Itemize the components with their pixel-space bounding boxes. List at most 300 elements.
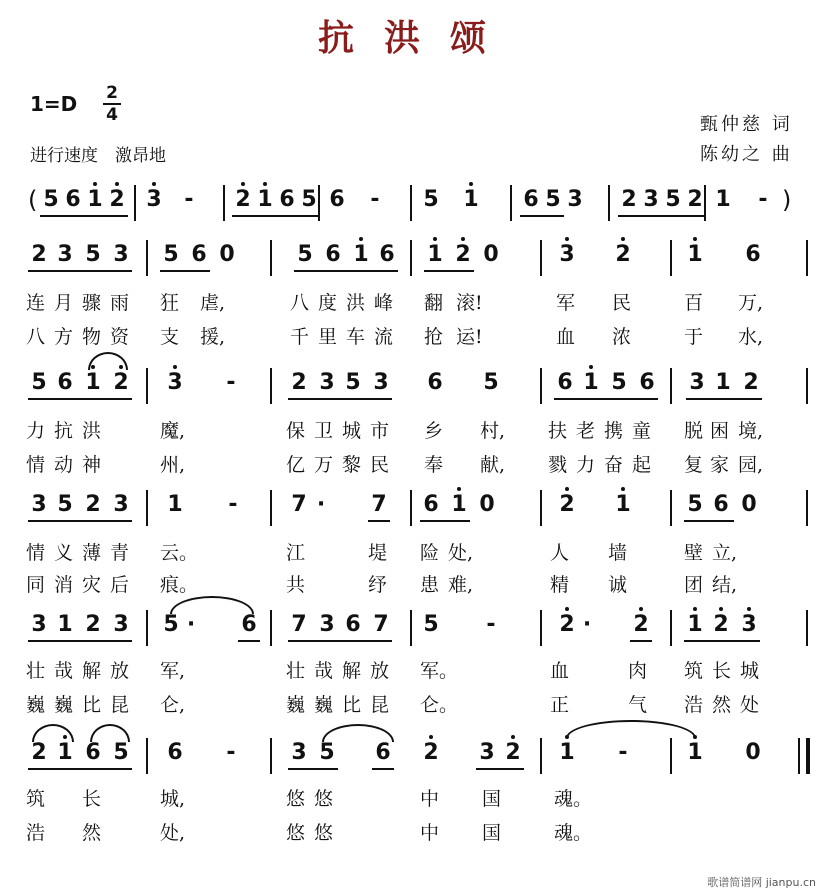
note: 1 — [57, 612, 73, 637]
slur — [322, 724, 394, 742]
beam — [28, 270, 132, 272]
note: 6 — [167, 740, 183, 765]
lyric-char: 抗 — [54, 420, 74, 442]
lyric-char: 悠 — [286, 822, 306, 844]
lyric-char: 薄 — [82, 542, 102, 564]
site-watermark: 歌谱简谱网 jianpu.cn — [707, 876, 816, 889]
note: 3 — [373, 370, 389, 395]
lyric-char: 堤 — [368, 542, 388, 564]
bar-line — [410, 490, 412, 526]
lyric-char: 江 — [286, 542, 306, 564]
note: 1 — [167, 492, 183, 517]
lyric-char: 情 — [26, 454, 46, 476]
note: 7 — [291, 492, 307, 517]
lyric-char: 八 — [290, 292, 310, 314]
slur — [90, 724, 130, 742]
lyric-char: 保 — [286, 420, 306, 442]
note: · — [316, 492, 326, 517]
lyric-char: 后 — [110, 574, 130, 596]
lyric-char: 精 — [550, 574, 570, 596]
lyric-char: 然 — [712, 694, 732, 716]
note: 1 — [556, 740, 578, 766]
lyric-char: 魂。 — [554, 788, 593, 810]
note: 0 — [745, 740, 761, 765]
time-signature-bottom: 4 — [106, 105, 118, 125]
lyric-char: 虐, — [200, 292, 226, 314]
note: 3 — [57, 242, 73, 267]
note: 3 — [567, 187, 583, 212]
beam — [684, 640, 760, 642]
lyric-char: 青 — [110, 542, 130, 564]
key-signature: 1=D — [30, 92, 78, 116]
note: 6 — [557, 370, 573, 395]
lyric-char: 军, — [160, 660, 186, 682]
note: 2 — [502, 740, 524, 766]
note: 5 — [545, 187, 561, 212]
slur — [566, 720, 696, 738]
beam — [40, 215, 128, 217]
lyric-char: 力 — [26, 420, 46, 442]
beam — [520, 215, 564, 217]
lyric-char: 于 — [684, 326, 704, 348]
lyric-char: 巍 — [26, 694, 46, 716]
lyric-char: 资 — [110, 326, 130, 348]
note: 5 — [319, 740, 335, 765]
lyric-char: 悠 — [314, 788, 334, 810]
lyric-char: 仑。 — [420, 694, 459, 716]
bar-line — [670, 610, 672, 646]
lyric-char: 援, — [200, 326, 226, 348]
lyric-char: 城, — [160, 788, 186, 810]
note: 1 — [684, 740, 706, 766]
note: 5 — [665, 187, 681, 212]
lyric-char: 壁 — [684, 542, 704, 564]
lyric-char: 洪 — [82, 420, 102, 442]
lyric-char: 同 — [26, 574, 46, 596]
note: 3 — [556, 242, 578, 268]
lyric-char: 处, — [448, 542, 474, 564]
note: 2 — [452, 242, 474, 268]
lyric-char: 亿 — [286, 454, 306, 476]
note: · — [186, 612, 196, 637]
note: 6 — [191, 242, 207, 267]
note: 2 — [743, 370, 759, 395]
lyric-char: 哉 — [314, 660, 334, 682]
note: 5 — [163, 612, 179, 637]
lyric-char: 悠 — [286, 788, 306, 810]
lyric-char: 流 — [374, 326, 394, 348]
note: 2 — [232, 187, 254, 213]
note: 6 — [241, 612, 257, 637]
lyrics-line-1-verse-2 — [0, 322, 834, 350]
beam — [160, 270, 210, 272]
bar-line — [410, 240, 412, 276]
note: 0 — [483, 242, 499, 267]
beam — [618, 215, 706, 217]
note: 1 — [460, 187, 482, 213]
lyrics-line-5-verse-2 — [0, 818, 834, 846]
lyrics-line-1-verse-1 — [0, 288, 834, 316]
lyric-char: 灾 — [82, 574, 102, 596]
lyric-char: 哉 — [54, 660, 74, 682]
lyric-char: 消 — [54, 574, 74, 596]
bar-line — [540, 240, 542, 276]
composer-credit: 陈幼之 曲 — [700, 144, 793, 165]
lyric-char: 月 — [54, 292, 74, 314]
bar-line — [670, 368, 672, 404]
lyric-char: 情 — [26, 542, 46, 564]
lyric-char: 携 — [604, 420, 624, 442]
note: 2 — [31, 242, 47, 267]
time-signature — [103, 84, 121, 124]
lyric-char: 支 — [160, 326, 180, 348]
note: 3 — [31, 492, 47, 517]
lyric-char: 解 — [342, 660, 362, 682]
lyric-char: 浓 — [612, 326, 632, 348]
note: 1 — [82, 370, 104, 396]
note: 3 — [31, 612, 47, 637]
bar-line — [223, 185, 225, 221]
lyric-char: 千 — [290, 326, 310, 348]
lyric-char: 气 — [628, 694, 648, 716]
lyric-char: 困 — [710, 420, 730, 442]
lyric-char: 戮 — [548, 454, 568, 476]
lyric-char: 城 — [740, 660, 760, 682]
bar-line — [146, 610, 148, 646]
bar-line — [270, 610, 272, 646]
note: - — [228, 492, 238, 517]
note: - — [758, 187, 768, 212]
lyric-char: 长 — [712, 660, 732, 682]
lyrics-line-4-verse-1 — [0, 656, 834, 684]
tempo-marking: 进行速度 激昂地 — [30, 146, 166, 166]
bar-line — [608, 185, 610, 221]
lyric-char: 献, — [480, 454, 506, 476]
lyric-char: 正 — [550, 694, 570, 716]
note: 6 — [329, 187, 345, 212]
open-parenthesis: ( — [28, 186, 38, 214]
bar-line — [510, 185, 512, 221]
lyric-char: 起 — [632, 454, 652, 476]
beam — [28, 520, 132, 522]
lyric-char: 肉 — [628, 660, 648, 682]
lyric-char: 市 — [370, 420, 390, 442]
note: - — [184, 187, 194, 212]
lyric-char: 民 — [612, 292, 632, 314]
bar-line — [540, 490, 542, 526]
lyric-char: 比 — [342, 694, 362, 716]
beam — [294, 270, 398, 272]
note: 6 — [65, 187, 81, 212]
lyric-char: 乡 — [424, 420, 444, 442]
note: 6 — [379, 242, 395, 267]
lyric-char: 共 — [286, 574, 306, 596]
lyric-char: 比 — [82, 694, 102, 716]
lyric-char: 万, — [738, 292, 764, 314]
bar-line — [270, 490, 272, 526]
lyric-char: 壮 — [26, 660, 46, 682]
lyric-char: 连 — [26, 292, 46, 314]
note: 2 — [110, 370, 132, 396]
slur — [32, 724, 74, 742]
lyric-char: 巍 — [286, 694, 306, 716]
beam — [686, 398, 762, 400]
note: 6 — [745, 242, 761, 267]
note: 5 — [611, 370, 627, 395]
bar-line — [146, 240, 148, 276]
note: 6 — [57, 370, 73, 395]
beam — [424, 270, 474, 272]
note: 2 — [710, 612, 732, 638]
final-bar-line — [806, 738, 810, 774]
lyric-char: 解 — [82, 660, 102, 682]
lyric-char: 州, — [160, 454, 186, 476]
lyric-char: 神 — [82, 454, 102, 476]
note: 2 — [556, 492, 578, 518]
lyric-char: 纾 — [368, 574, 388, 596]
bar-line — [134, 185, 136, 221]
note: 6 — [325, 242, 341, 267]
note: 1 — [684, 242, 706, 268]
note: 6 — [639, 370, 655, 395]
beam — [476, 768, 524, 770]
lyric-char: 骤 — [82, 292, 102, 314]
close-parenthesis: ) — [782, 186, 792, 214]
lyric-char: 巍 — [314, 694, 334, 716]
note: 6 — [85, 740, 101, 765]
lyrics-line-3-verse-1 — [0, 538, 834, 566]
lyric-char: 峰 — [374, 292, 394, 314]
bar-line — [540, 738, 542, 774]
note: 0 — [219, 242, 235, 267]
lyrics-line-3-verse-2 — [0, 570, 834, 598]
note: 5 — [687, 492, 703, 517]
note: 7 — [291, 612, 307, 637]
lyric-char: 筑 — [26, 788, 46, 810]
lyric-char: 脱 — [684, 420, 704, 442]
lyric-char: 处 — [740, 694, 760, 716]
lyric-char: 洪 — [346, 292, 366, 314]
bar-line — [270, 240, 272, 276]
bar-line — [670, 738, 672, 774]
lyric-char: 血 — [556, 326, 576, 348]
note: - — [226, 740, 236, 765]
lyric-char: 村, — [480, 420, 506, 442]
bar-line — [146, 490, 148, 526]
bar-line — [806, 610, 808, 646]
lyric-char: 浩 — [26, 822, 46, 844]
note: 1 — [580, 370, 602, 396]
lyric-char: 筑 — [684, 660, 704, 682]
note: 1 — [612, 492, 634, 518]
lyric-char: 中 — [420, 822, 440, 844]
lyric-char: 结, — [712, 574, 738, 596]
note: 3 — [479, 740, 495, 765]
lyric-char: 奉 — [424, 454, 444, 476]
lyric-char: 人 — [550, 542, 570, 564]
beam — [28, 398, 132, 400]
note: 5 — [43, 187, 59, 212]
note: 5 — [163, 242, 179, 267]
score-intro-row — [0, 185, 834, 225]
lyric-char: 园, — [738, 454, 764, 476]
lyricist-credit: 甄仲慈 词 — [700, 114, 793, 135]
lyrics-line-2-verse-2 — [0, 450, 834, 478]
note: 1 — [448, 492, 470, 518]
score-line-5 — [0, 738, 834, 778]
beam — [28, 640, 132, 642]
lyric-char: 八 — [26, 326, 46, 348]
lyric-char: 民 — [370, 454, 390, 476]
lyric-char: 处, — [160, 822, 186, 844]
lyric-char: 里 — [318, 326, 338, 348]
beam — [684, 520, 734, 522]
lyric-char: 然 — [82, 822, 102, 844]
note: 3 — [164, 370, 186, 396]
bar-line — [540, 610, 542, 646]
bar-line — [806, 240, 808, 276]
lyric-char: 卫 — [314, 420, 334, 442]
note: 3 — [643, 187, 659, 212]
note: 3 — [143, 187, 165, 213]
note: - — [486, 612, 496, 637]
lyric-char: 国 — [482, 822, 502, 844]
lyric-char: 复 — [684, 454, 704, 476]
bar-line — [410, 610, 412, 646]
note: 3 — [113, 242, 129, 267]
lyric-char: 魔, — [160, 420, 186, 442]
lyric-char: 老 — [576, 420, 596, 442]
score-line-1 — [0, 240, 834, 280]
note: 3 — [689, 370, 705, 395]
lyric-char: 狂 — [160, 292, 180, 314]
lyric-char: 魂。 — [554, 822, 593, 844]
beam — [288, 768, 338, 770]
note: 1 — [254, 187, 276, 213]
lyric-char: 国 — [482, 788, 502, 810]
lyric-char: 军。 — [420, 660, 459, 682]
bar-line — [318, 185, 320, 221]
lyric-char: 动 — [54, 454, 74, 476]
note: 3 — [319, 370, 335, 395]
note: 1 — [715, 370, 731, 395]
bar-line — [806, 368, 808, 404]
note: 3 — [113, 612, 129, 637]
lyric-char: 巍 — [54, 694, 74, 716]
lyric-char: 滚! — [456, 292, 483, 314]
note: 5 — [297, 242, 313, 267]
note: 1 — [350, 242, 372, 268]
lyric-char: 童 — [632, 420, 652, 442]
note: 1 — [684, 612, 706, 638]
lyric-char: 云。 — [160, 542, 199, 564]
note: 5 — [113, 740, 129, 765]
note: 3 — [291, 740, 307, 765]
lyric-char: 义 — [54, 542, 74, 564]
note: - — [618, 740, 628, 765]
lyric-char: 物 — [82, 326, 102, 348]
song-title: 抗洪颂 — [317, 17, 516, 59]
slur — [88, 352, 128, 370]
beam — [28, 768, 132, 770]
note: 3 — [319, 612, 335, 637]
note: 2 — [687, 187, 703, 212]
lyric-char: 昆 — [370, 694, 390, 716]
note: 2 — [621, 187, 637, 212]
bar-line — [270, 738, 272, 774]
lyric-char: 险 — [420, 542, 440, 564]
lyric-char: 悠 — [314, 822, 334, 844]
slur — [170, 596, 254, 614]
note: 6 — [279, 187, 295, 212]
note: 0 — [741, 492, 757, 517]
lyric-char: 难, — [448, 574, 474, 596]
lyric-char: 水, — [738, 326, 764, 348]
note: 5 — [423, 612, 439, 637]
lyric-char: 抢 — [424, 326, 444, 348]
lyric-char: 城 — [342, 420, 362, 442]
bar-line — [146, 738, 148, 774]
lyric-char: 军 — [556, 292, 576, 314]
note: 2 — [630, 612, 652, 638]
lyric-char: 翻 — [424, 292, 444, 314]
note: 5 — [423, 187, 439, 212]
note: 5 — [57, 492, 73, 517]
lyrics-line-4-verse-2 — [0, 690, 834, 718]
lyric-char: 车 — [346, 326, 366, 348]
note: 6 — [713, 492, 729, 517]
lyric-char: 壮 — [286, 660, 306, 682]
note: 5 — [85, 242, 101, 267]
time-signature-top: 2 — [106, 83, 118, 103]
note: 2 — [556, 612, 578, 638]
beam — [288, 398, 392, 400]
note: 5 — [345, 370, 361, 395]
bar-line — [270, 368, 272, 404]
lyrics-line-2-verse-1 — [0, 416, 834, 444]
lyric-char: 长 — [82, 788, 102, 810]
lyric-char: 方 — [54, 326, 74, 348]
note: 7 — [371, 492, 387, 517]
lyric-char: 扶 — [548, 420, 568, 442]
score-line-4 — [0, 610, 834, 650]
lyric-char: 万 — [314, 454, 334, 476]
lyric-char: 痕。 — [160, 574, 199, 596]
note: 2 — [85, 492, 101, 517]
lyrics-line-5-verse-1 — [0, 784, 834, 812]
note: 2 — [291, 370, 307, 395]
bar-line — [670, 490, 672, 526]
note: 2 — [612, 242, 634, 268]
note: 2 — [85, 612, 101, 637]
lyric-char: 放 — [370, 660, 390, 682]
score-line-2 — [0, 368, 834, 408]
bar-line — [410, 185, 412, 221]
note: 6 — [523, 187, 539, 212]
lyric-char: 境, — [738, 420, 764, 442]
lyric-char: 墙 — [608, 542, 628, 564]
lyric-char: 中 — [420, 788, 440, 810]
lyric-char: 浩 — [684, 694, 704, 716]
note: 3 — [113, 492, 129, 517]
lyric-char: 昆 — [110, 694, 130, 716]
note: 1 — [54, 740, 76, 766]
note: - — [226, 370, 236, 395]
beam — [630, 640, 652, 642]
note: 5 — [31, 370, 47, 395]
lyric-char: 放 — [110, 660, 130, 682]
note: 3 — [738, 612, 760, 638]
